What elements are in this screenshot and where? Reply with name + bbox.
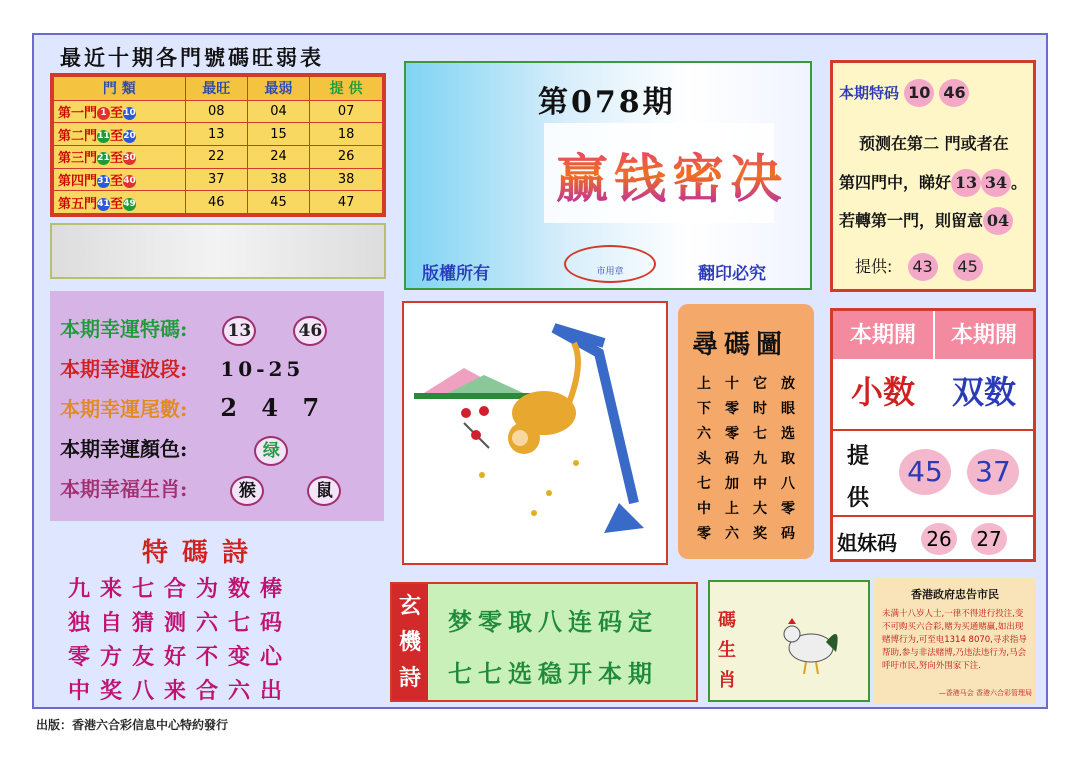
find-code-column: 放眼选取八零码 (781, 376, 795, 542)
door-to-badge: 10 (123, 108, 136, 119)
open-offer-2: 37 (967, 449, 1019, 495)
door-from-badge: 21 (97, 153, 110, 164)
header-hot: 最旺 (185, 77, 247, 101)
cold-value: 24 (247, 146, 309, 169)
lucky-panel (50, 291, 384, 521)
lucky-zodiac-2: 鼠 (307, 476, 341, 506)
poem-line: 中奖八来合六出 (68, 678, 293, 704)
cold-value: 38 (247, 168, 309, 191)
government-notice (874, 578, 1036, 704)
header-offer: 提 供 (310, 77, 383, 101)
hot-cold-table (50, 73, 386, 217)
find-code-column: 十零零码加上六 (725, 376, 739, 542)
find-code-title: 尋碼圖 (692, 330, 789, 360)
notice-body: 未满十八岁人士,一律不得进行投注,变不可购买六合彩,赌为买通赌赢,如出现赌博行为,可至电1314 8070,寻求指导帮助,参与非法赌博,乃违法违行为,马会呼吁市民,努向外围家下注. (882, 609, 1027, 671)
to-word: 至 (110, 196, 124, 212)
mystery-poem-line-2: 七七选稳开本期 (448, 659, 658, 688)
no-reprint-stamp: 翻印必究 (698, 264, 766, 284)
header-category: 門 類 (54, 77, 186, 101)
lucky-zodiac-1: 猴 (230, 476, 264, 506)
forecast-special-label: 本期特码 (839, 84, 900, 102)
divider (833, 515, 1033, 517)
cold-value: 15 (247, 123, 309, 146)
lucky-special-2: 46 (293, 316, 327, 346)
zodiac-label: 碼生肖 (718, 610, 736, 691)
mystery-poem-line-1: 梦零取八连码定 (448, 607, 658, 636)
header-cold: 最弱 (247, 77, 309, 101)
poem-line: 独自猜测六七码 (68, 610, 293, 636)
mystery-poem-panel (390, 582, 698, 702)
poem-line: 九来七合为数棒 (68, 576, 293, 602)
table-row (54, 123, 383, 146)
mystery-poem-label: 玄機詩 (392, 584, 428, 700)
to-word: 至 (110, 128, 124, 144)
hot-value: 46 (185, 191, 247, 214)
issue-period: 第078期 (538, 85, 676, 120)
sister-code-1: 26 (921, 523, 957, 555)
lucky-special-label: 本期幸運特碼: (60, 317, 188, 341)
door-from-badge: 1 (97, 107, 110, 120)
forecast-line-2: 第四門中，睇好 (839, 173, 952, 192)
to-word: 至 (110, 151, 124, 167)
forecast-number: 34 (981, 169, 1011, 197)
forecast-offer-label: 提供: (855, 257, 893, 276)
open-header-1: 本期開 (833, 311, 933, 359)
lucky-special-1: 13 (222, 316, 256, 346)
hot-value: 13 (185, 123, 247, 146)
open-result-panel (830, 308, 1036, 562)
forecast-panel (830, 60, 1036, 292)
poem-title: 特碼詩 (142, 538, 263, 568)
divider (833, 429, 1033, 431)
notice-title: 香港政府忠告市民 (911, 588, 999, 601)
table-row (54, 100, 383, 123)
door-name: 第四門 (58, 174, 98, 189)
lucky-color-label: 本期幸運顏色: (60, 437, 188, 461)
table-row (54, 191, 383, 214)
sister-code-label: 姐妹码 (837, 531, 897, 555)
open-offer-1: 45 (899, 449, 951, 495)
publisher-footer: 出版：香港六合彩信息中心特約發行 (36, 718, 229, 732)
table-row (54, 146, 383, 169)
forecast-line-2-end: 。 (1011, 173, 1028, 192)
to-word: 至 (110, 106, 124, 122)
lucky-tail-value: 2 4 7 (220, 393, 328, 422)
monkey-illustration (402, 301, 668, 565)
rooster-icon (776, 612, 846, 678)
offer-value: 38 (310, 168, 383, 191)
forecast-line-1: 预测在第二 門或者在 (859, 134, 1009, 153)
lucky-wave-label: 本期幸運波段: (60, 357, 188, 381)
forecast-offer-1: 43 (908, 253, 938, 281)
forecast-number: 13 (951, 169, 981, 197)
open-offer-label: 提供 (847, 443, 870, 511)
lucky-tail-label: 本期幸運尾數: (60, 397, 188, 421)
door-from-badge: 41 (97, 198, 110, 209)
door-name: 第三門 (58, 151, 98, 167)
lucky-color-value: 绿 (254, 436, 288, 466)
door-from-badge: 31 (97, 176, 110, 186)
open-value-1: 小数 (850, 373, 915, 411)
seal-text: 市用章 (596, 267, 624, 277)
table-row (54, 168, 383, 191)
forecast-number: 04 (983, 207, 1013, 235)
notice-footer: —香港马会 香港六合彩管理局 (938, 689, 1032, 697)
to-word: 至 (110, 174, 124, 189)
sister-code-2: 27 (971, 523, 1007, 555)
offer-value: 07 (310, 100, 383, 123)
offer-value: 26 (310, 146, 383, 169)
table-header-row (54, 77, 383, 101)
door-name: 第一門 (58, 106, 98, 122)
monkey-tree-image (404, 303, 666, 563)
lucky-zodiac-label: 本期幸福生肖: (60, 477, 188, 501)
door-to-badge: 20 (123, 130, 136, 141)
blank-banner (50, 223, 386, 279)
find-code-panel (678, 304, 814, 559)
official-seal (564, 245, 656, 283)
open-value-2: 双数 (951, 373, 1016, 411)
offer-value: 18 (310, 123, 383, 146)
door-to-badge: 40 (123, 176, 136, 186)
door-name: 第五門 (58, 196, 98, 212)
poem-line: 零方友好不变心 (68, 644, 293, 670)
offer-value: 47 (310, 191, 383, 214)
forecast-special-1: 10 (904, 79, 934, 107)
forecast-special-2: 46 (939, 79, 969, 107)
forecast-line-3: 若轉第一門，則留意 (839, 211, 984, 230)
door-from-badge: 11 (97, 130, 110, 141)
door-to-badge: 30 (123, 153, 136, 164)
copyright-stamp: 版權所有 (422, 264, 490, 284)
hot-value: 08 (185, 100, 247, 123)
hot-value: 22 (185, 146, 247, 169)
issue-banner (404, 61, 812, 290)
hot-table-title: 最近十期各門號碼旺弱表 (60, 45, 324, 70)
forecast-offer-2: 45 (953, 253, 983, 281)
door-name: 第二門 (58, 128, 98, 144)
zodiac-panel (708, 580, 870, 702)
lucky-wave-value: 10-25 (220, 357, 305, 381)
find-code-column: 上下六头七中零 (697, 376, 711, 542)
hot-value: 37 (185, 168, 247, 191)
special-code-poem (50, 532, 384, 708)
cold-value: 04 (247, 100, 309, 123)
door-to-badge: 49 (123, 198, 136, 209)
open-header-2: 本期開 (935, 311, 1033, 359)
find-code-column: 它时七九中大奖 (753, 376, 767, 542)
issue-slogan: 赢钱密决 (556, 137, 788, 212)
cold-value: 45 (247, 191, 309, 214)
